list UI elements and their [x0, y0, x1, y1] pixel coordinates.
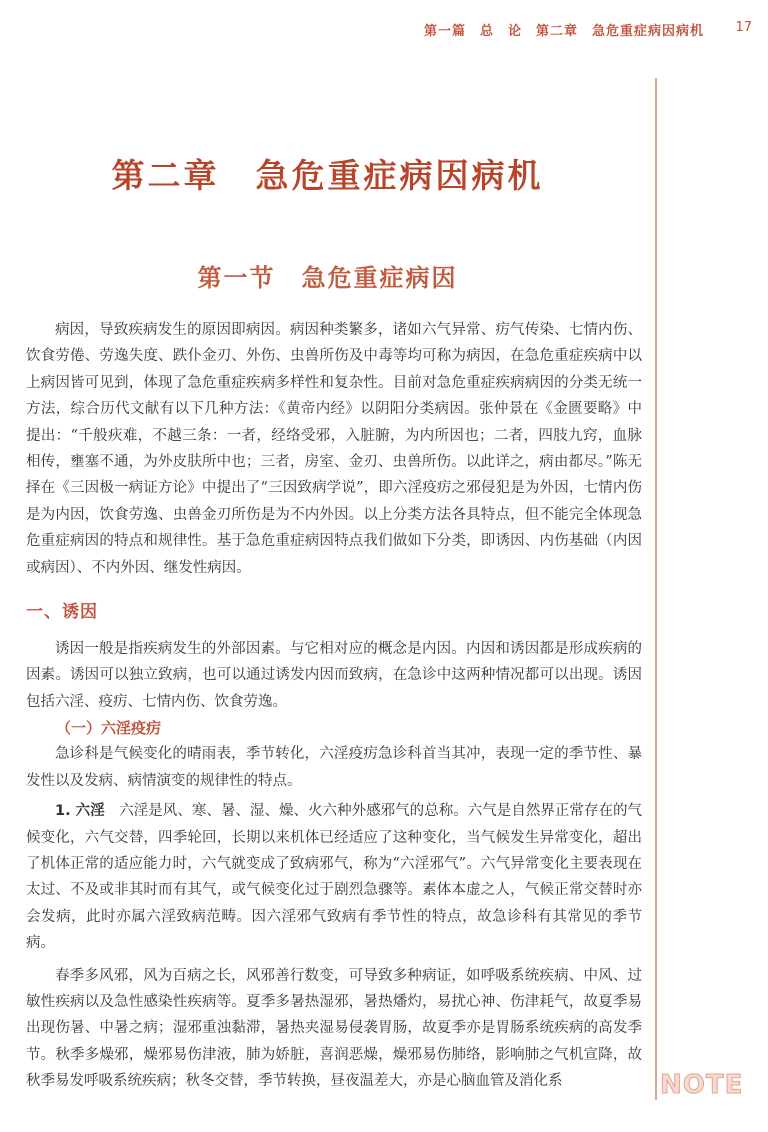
item-six-excesses-text: 六淫是风、寒、暑、湿、燥、火六种外感邪气的总称。六气是自然界正常存在的气候变化，六气交替，四季轮回，长期以来机体已经适应了这种变化，当气候发生异常变化，超出了机体正常的适应能力时，六气就变成了致病邪气，称为“六淫邪气”。六气异常变化主要表现在太过、不及或非其时而有其气，或气候变化过于剧烈急骤等。素体本虚之人，气候正常交替时亦会发病，此时亦属六淫致病范畴。因六淫邪气致病有季节性的特点，故急诊科有其常见的季节病。 [26, 803, 642, 952]
seasons-paragraph: 春季多风邪，风为百病之长，风邪善行数变，可导致多种病证，如呼吸系统疾病、中风、过敏性疾病以及急性感染性疾病等。夏季多暑热湿邪，暑热燔灼，易扰心神、伤津耗气，故夏季易出现伤暑、中暑之病；湿邪重浊黏滞，暑热夹湿易侵袭胃肠，故夏季亦是胃肠系统疾病的高发季节。秋季多燥邪，燥邪易伤津液，肺为娇脏，喜润恶燥，燥邪易伤肺络，影响肺之气机宣降，故秋季易发呼吸系统疾病；秋冬交替，季节转换，昼夜温差大，亦是心脑血管及消化系 [26, 967, 642, 1090]
page-number: 17 [735, 20, 752, 35]
item-six-excesses [26, 798, 642, 956]
chapter-title: 第二章 急危重症病因病机 [111, 156, 544, 195]
note-logo: NOTE [660, 1070, 744, 1100]
six-excesses-paragraph: 急诊科是气候变化的晴雨表，季节转化，六淫疫疠急诊科首当其冲，表现一定的季节性、暴发性以及发病、病情演变的规律性的特点。 [26, 746, 642, 789]
running-header [0, 20, 768, 44]
heading-six-excesses: （一）六淫疫疠 [56, 719, 162, 738]
running-title: 第一篇 总 论 第二章 急危重症病因病机 [423, 24, 704, 39]
body-content [26, 317, 642, 1095]
margin-divider [655, 78, 657, 1100]
intro-paragraph: 病因，导致疾病发生的原因即病因。病因种类繁多，诸如六气异常、疠气传染、七情内伤、饮食劳倦、劳逸失度、跌仆金刃、外伤、虫兽所伤及中毒等均可称为病因，在急危重症疾病中以上病因皆可见到，体现了急危重症疾病多样性和复杂性。目前对急危重症疾病病因的分类无统一方法，综合历代文献有以下几种方法：《黄帝内经》以阴阳分类病因。张仲景在《金匮要略》中提出：“千般疢难，不越三条：一者，经络受邪，入脏腑，为内所因也；二者，四肢九窍，血脉相传，壅塞不通，为外皮肤所中也；三者，房室、金刃、虫兽所伤。以此详之，病由都尽。”陈无择在《三因极一病证方论》中提出了“三因致病学说”，即六淫疫疠之邪侵犯是为外因，七情内伤是为内因，饮食劳逸、虫兽金刃所伤是为不内外因。以上分类方法各具特点，但不能完全体现急危重症病因的特点和规律性。基于急危重症病因特点我们做如下分类，即诱因、内伤基础（内因或病因）、不内外因、继发性病因。 [26, 322, 642, 576]
section-title: 第一节 急危重症病因 [197, 264, 458, 292]
inducement-paragraph: 诱因一般是指疾病发生的外部因素。与它相对应的概念是内因。内因和诱因都是形成疾病的因素。诱因可以独立致病，也可以通过诱发内因而致病，在急诊中这两种情况都可以出现。诱因包括六淫、疫疠、七情内伤、饮食劳逸。 [26, 641, 642, 710]
item-six-excesses-label: 1. 六淫 [55, 803, 105, 820]
heading-inducement: 一、诱因 [26, 602, 98, 623]
